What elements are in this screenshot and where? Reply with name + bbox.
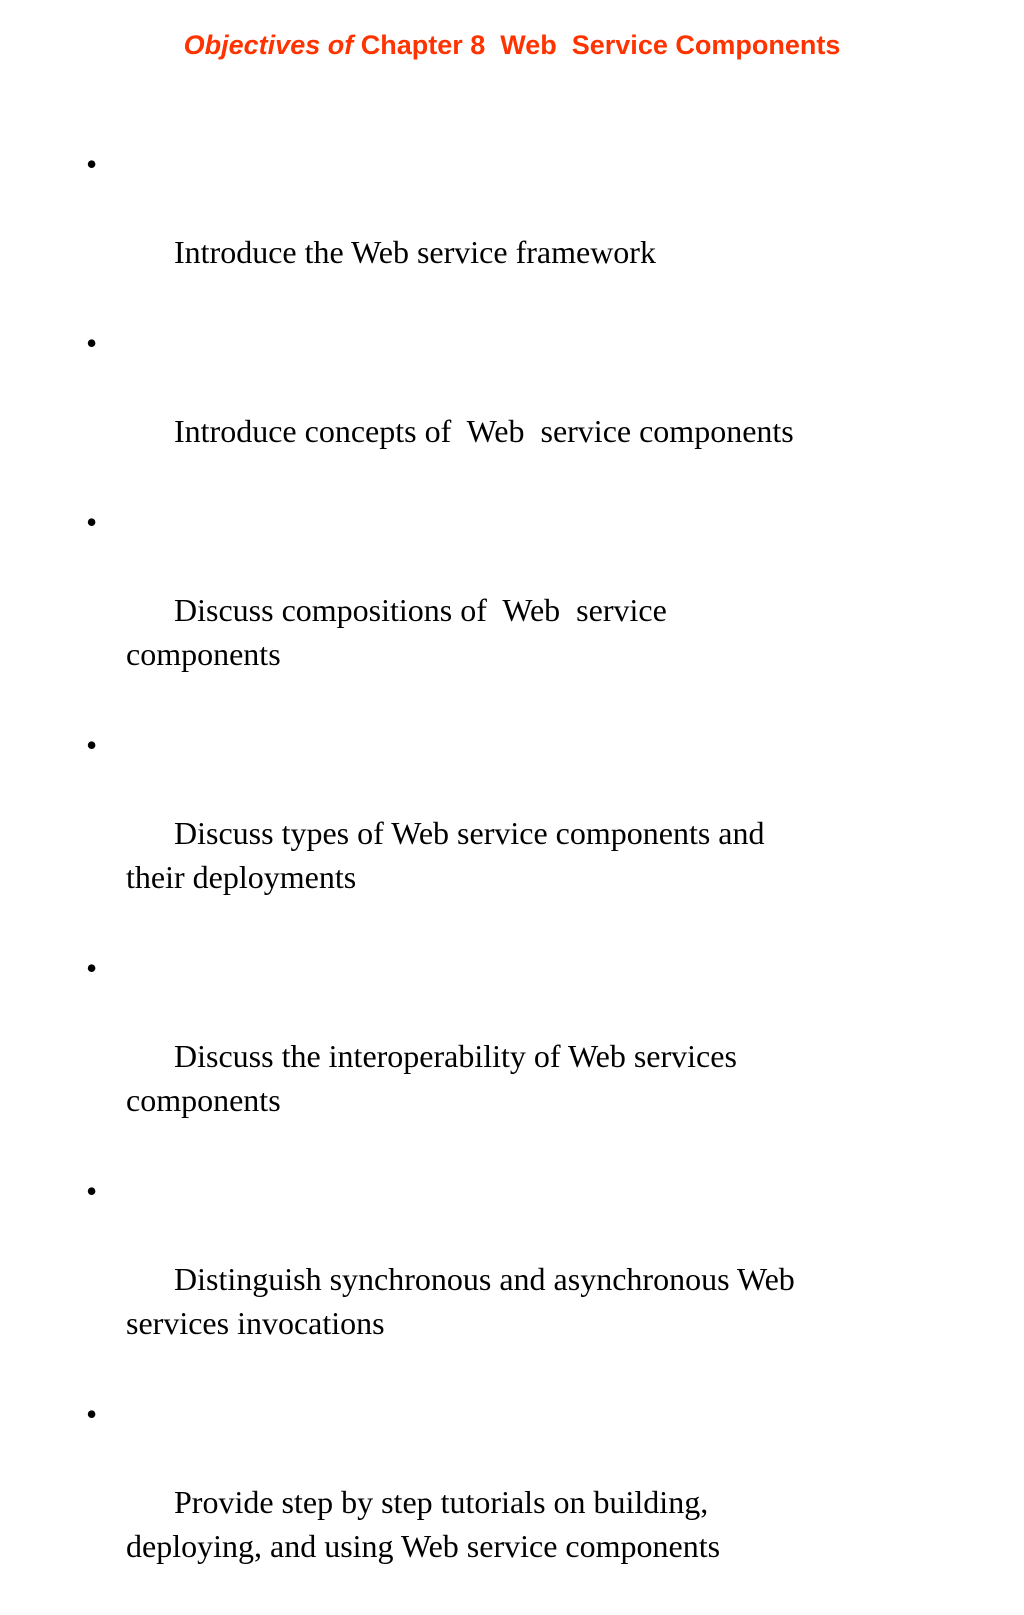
- title-main-part: Chapter 8 Web Service Components: [353, 30, 841, 60]
- bullet-icon: •: [86, 950, 98, 986]
- list-item-text: Distinguish synchronous and asynchronous Web services invocations: [126, 1261, 795, 1341]
- list-item: [86, 500, 916, 720]
- list-item: [86, 1169, 916, 1389]
- list-item-text: Discuss compositions of Web service components: [126, 592, 667, 672]
- list-item: [86, 142, 916, 318]
- slide-title: [0, 30, 1024, 61]
- bullet-icon: •: [86, 146, 98, 182]
- list-item-text: Introduce the Web service framework: [174, 234, 656, 270]
- list-item: [86, 321, 916, 497]
- bullet-icon: •: [86, 1396, 98, 1432]
- list-item-text: Introduce concepts of Web service components: [174, 413, 794, 449]
- list-item: [86, 946, 916, 1166]
- title-italic-part: Objectives of: [183, 30, 354, 60]
- list-item: [86, 723, 916, 943]
- list-item-text: Provide step by step tutorials on building, deploying, and using Web service components: [126, 1484, 721, 1564]
- list-item-text: Discuss the interoperability of Web services components: [126, 1038, 737, 1118]
- bullet-icon: •: [86, 325, 98, 361]
- list-item-text: Discuss types of Web service components and their deployments: [126, 815, 765, 895]
- objectives-list: [86, 142, 916, 1615]
- bullet-icon: •: [86, 504, 98, 540]
- list-item: [86, 1392, 916, 1612]
- bullet-icon: •: [86, 1173, 98, 1209]
- bullet-icon: •: [86, 727, 98, 763]
